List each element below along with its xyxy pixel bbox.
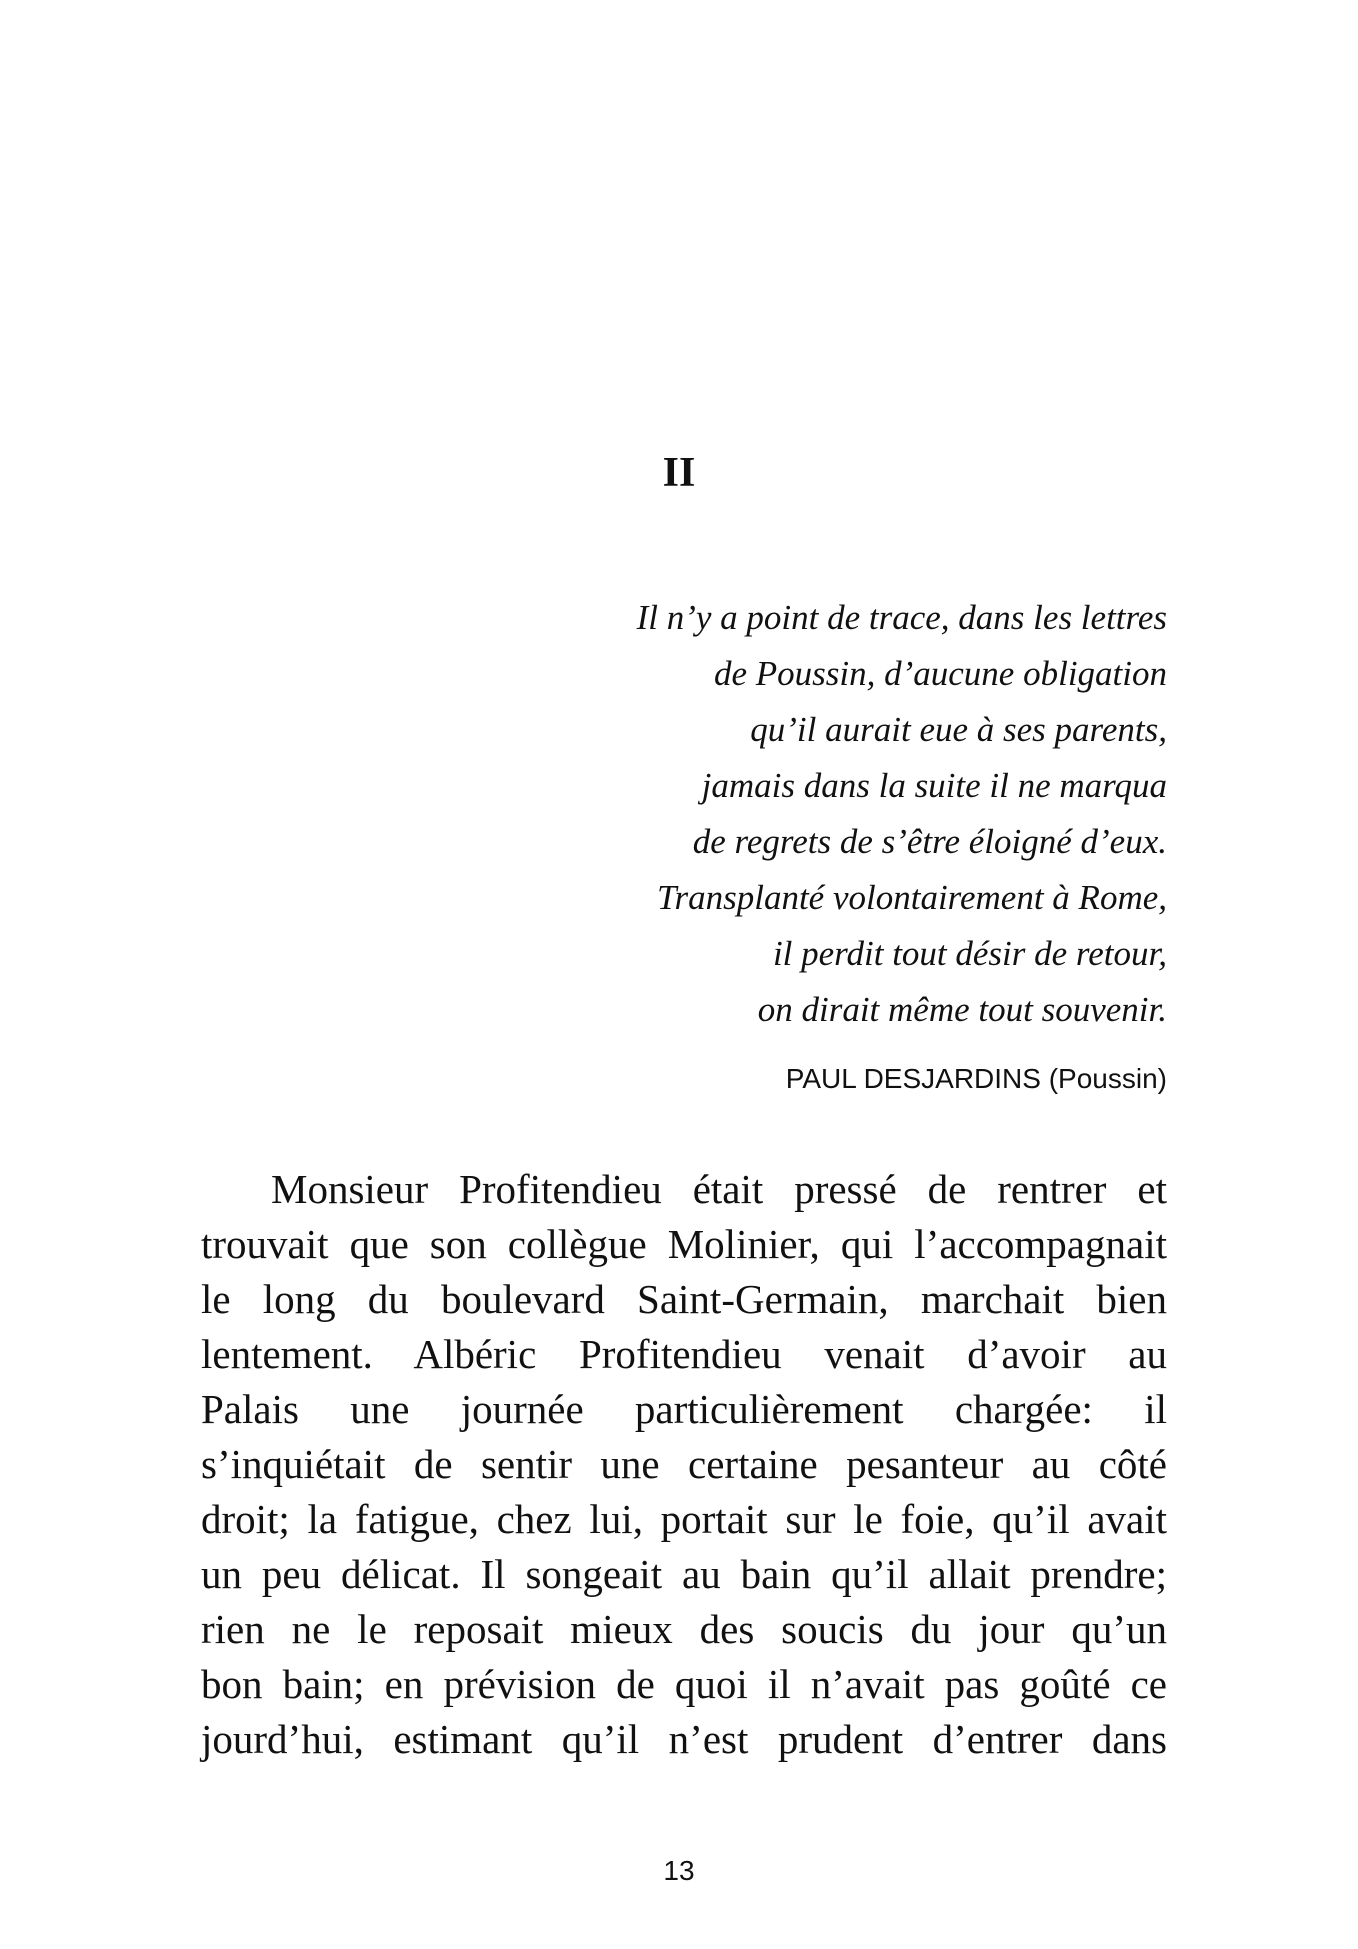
epigraph-line: Transplanté volontairement à Rome, bbox=[656, 878, 1167, 917]
body-line: s’inquiétait de sentir une certaine pesanteur au côté bbox=[201, 1441, 1167, 1487]
epigraph-line: jamais dans la suite il ne marqua bbox=[701, 766, 1167, 805]
body-paragraph bbox=[201, 1162, 1167, 1767]
body-line: lentement. Albéric Profitendieu venait d’avoir au bbox=[201, 1331, 1167, 1377]
body-line: jourd’hui, estimant qu’il n’est prudent d’entrer dans bbox=[201, 1716, 1167, 1762]
epigraph-line: il perdit tout désir de retour, bbox=[772, 934, 1167, 973]
epigraph-line: de regrets de s’être éloigné d’eux. bbox=[692, 822, 1167, 861]
body-line: bon bain; en prévision de quoi il n’avait pas goûté ce bbox=[201, 1661, 1167, 1707]
body-line: le long du boulevard Saint-Germain, marchait bien bbox=[201, 1276, 1167, 1322]
body-line: un peu délicat. Il songeait au bain qu’il allait prendre; bbox=[201, 1551, 1167, 1597]
epigraph-line: qu’il aurait eue à ses parents, bbox=[750, 710, 1167, 749]
body-line: trouvait que son collègue Molinier, qui l’accompagnait bbox=[201, 1221, 1167, 1267]
body-line: Palais une journée particulièrement chargée: il bbox=[201, 1386, 1167, 1432]
body-line: rien ne le reposait mieux des soucis du jour qu’un bbox=[201, 1606, 1167, 1652]
epigraph-line: de Poussin, d’aucune obligation bbox=[713, 654, 1167, 693]
epigraph-line: Il n’y a point de trace, dans les lettres bbox=[636, 598, 1167, 637]
epigraph-line: on dirait même tout souvenir. bbox=[757, 990, 1167, 1029]
epigraph-attribution: PAUL DESJARDINS (Poussin) bbox=[785, 1063, 1167, 1094]
chapter-heading: II bbox=[662, 450, 696, 496]
body-line: Monsieur Profitendieu était pressé de rentrer et bbox=[271, 1166, 1167, 1212]
page-number: 13 bbox=[663, 1855, 695, 1886]
epigraph bbox=[367, 590, 1167, 1038]
body-line: droit; la fatigue, chez lui, portait sur le foie, qu’il avait bbox=[201, 1496, 1167, 1542]
